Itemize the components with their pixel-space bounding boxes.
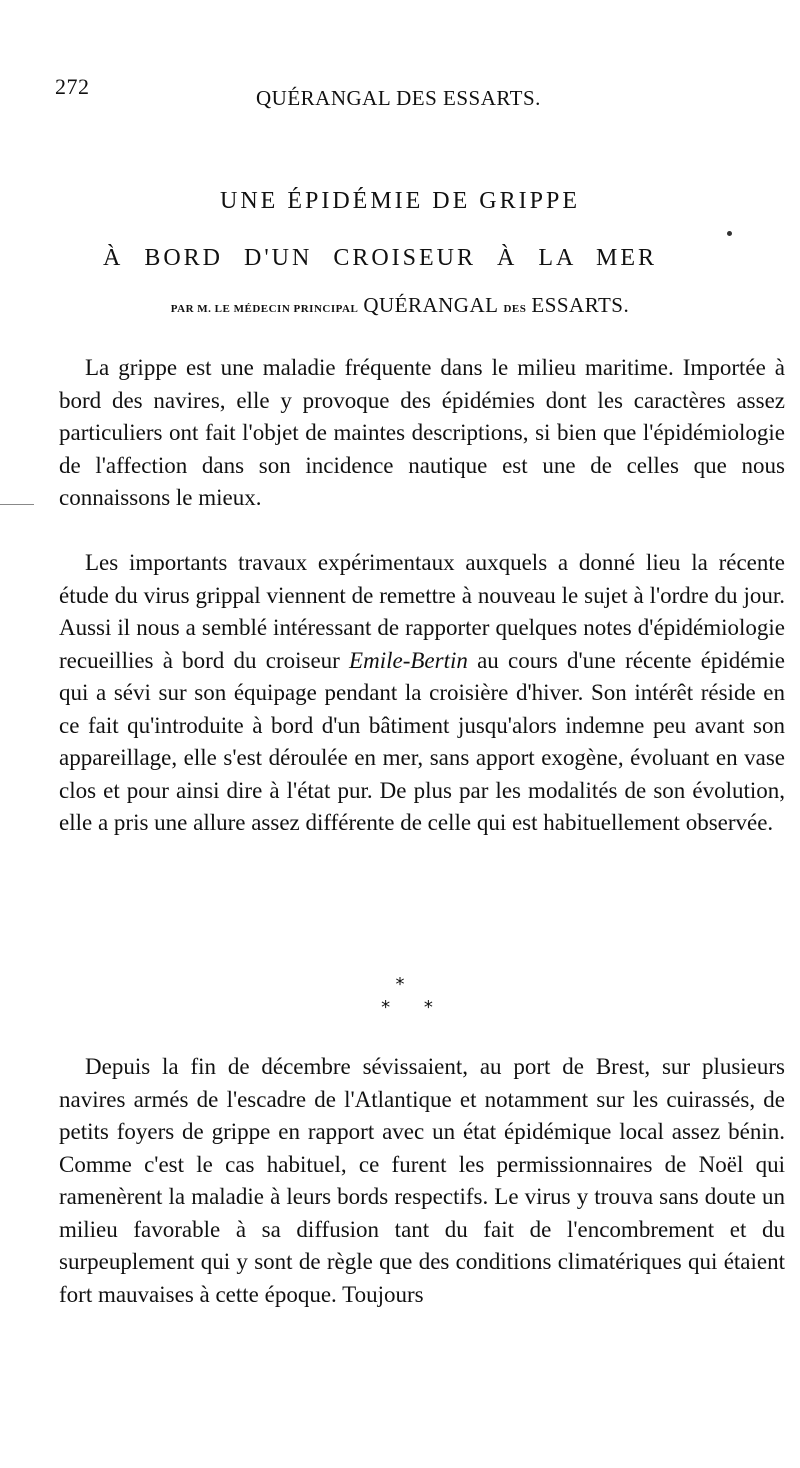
page-number: 272: [55, 74, 90, 99]
running-head: QUÉRANGAL DES ESSARTS.: [256, 86, 541, 110]
paragraph-3: [59, 1051, 785, 1311]
paragraph-3-text: Depuis la fin de décembre sévissaient, au port de Brest, sur plusieurs navires armés de l'escadre de l'Atlantique et notamment sur les cuirassés, de petits foyers de grippe en rapport avec un état épidémique local assez bénin. Comme c'est le cas habituel, ce furent les permissionnaires de Noël qui ramenèrent la maladie à leurs bords respectifs. Le virus y trouva sans doute un milieu favorable à sa diffusion tant du fait de l'encombrement et du surpeuplement qui y sont de règle que des conditions climatériques qui étaient fort mauvaises à cette époque. Toujours: [59, 1054, 785, 1307]
byline-author: QUÉRANGAL: [363, 293, 499, 317]
paragraph-2: [59, 547, 785, 840]
byline-place: ESSARTS.: [531, 293, 630, 317]
paragraph-1-text: La grippe est une maladie fréquente dans le milieu maritime. Importée à bord des navires, elle y provoque des épidémies dont les caractères assez particuliers ont fait l'objet de maintes descriptions, si bien que l'épidémiologie de l'affection dans son incidence nautique est une de celles que nous connaissons le mieux.: [59, 355, 785, 510]
article-title-line-2: À BORD D'UN CROISEUR À LA MER: [102, 245, 658, 271]
section-separator-top: *: [395, 974, 405, 995]
article-title-line-1: UNE ÉPIDÉMIE DE GRIPPE: [220, 188, 580, 214]
ship-name: Emile-Bertin: [349, 647, 468, 673]
byline-des: DES: [503, 303, 527, 315]
byline-prefix: PAR M. LE MÉDECIN PRINCIPAL: [170, 303, 359, 315]
section-separator-bottom: * *: [381, 997, 447, 1018]
paragraph-1: [59, 352, 785, 515]
paragraph-2-text: [59, 547, 785, 840]
paragraph-2-part-1: Les importants travaux expérimentaux auxquels a donné lieu la récente étude du virus grippal viennent de remettre à nouveau le sujet à l'ordre du jour. Aussi il nous a semblé intéressant de rapporter quelques notes d'épidémiologie recueillies à bord du croiseur: [59, 550, 785, 673]
paragraph-2-part-2: au cours d'une récente épidémie qui a sévi sur son équipage pendant la croisière d'hiver. Son intérêt réside en ce fait qu'introduite à bord d'un bâtiment jusqu'alors indemne peu avant son appareillage, elle s'est déroulée en mer, sans apport exogène, évoluant en vase clos et pour ainsi dire à l'état pur. De plus par les modalités de son évolution, elle a pris une allure assez différente de celle qui est habituellement observée.: [59, 647, 785, 835]
byline: [0, 293, 800, 318]
print-speck: [727, 231, 732, 236]
margin-mark: [0, 504, 34, 505]
